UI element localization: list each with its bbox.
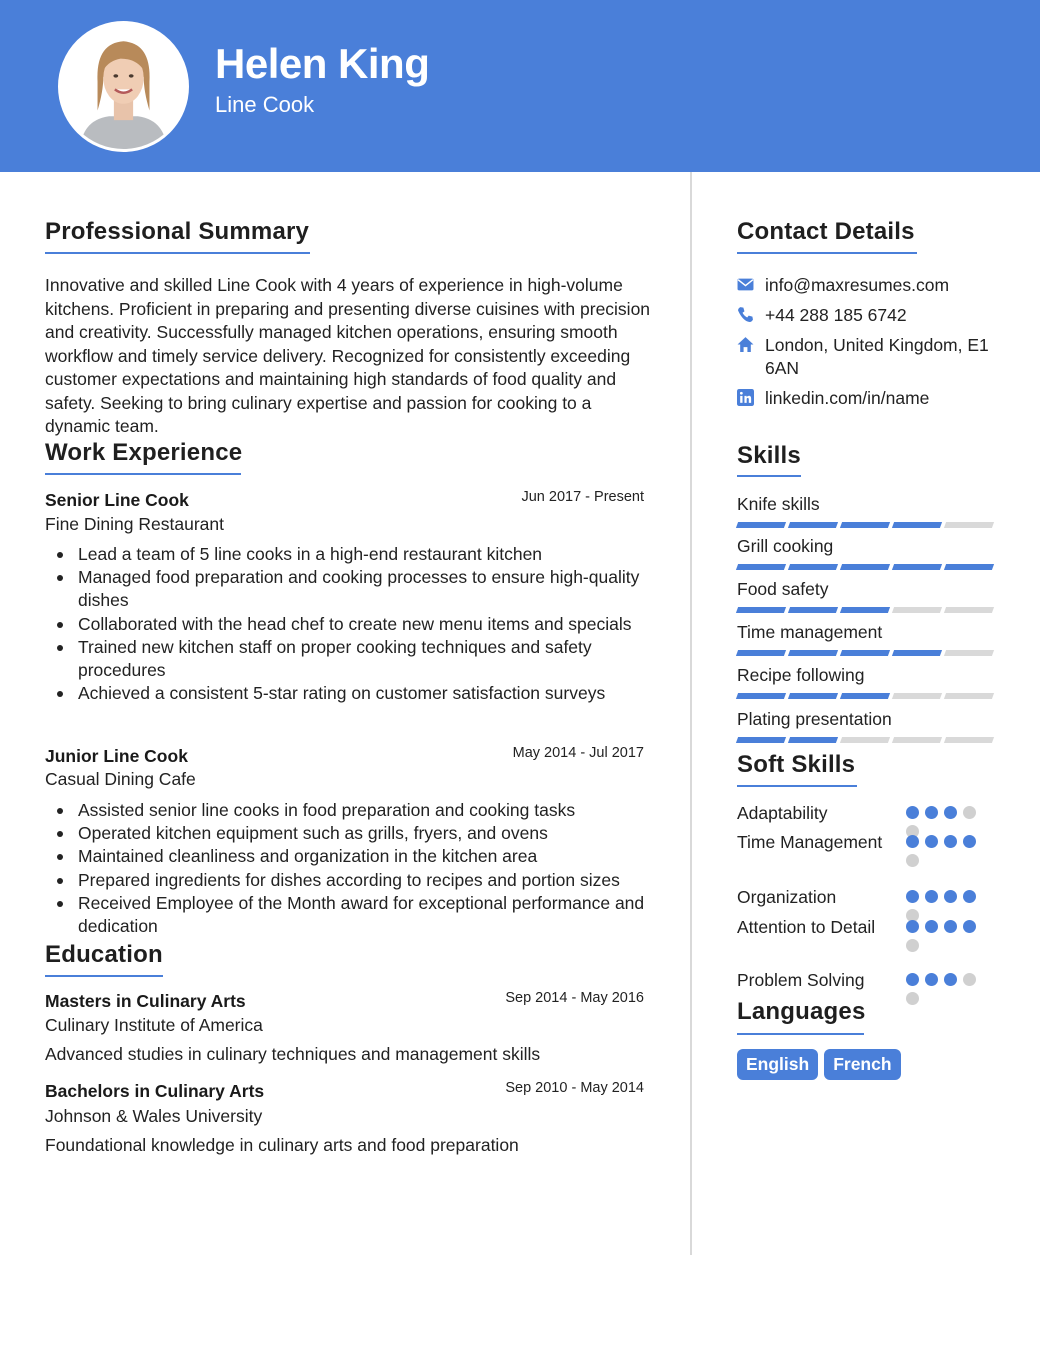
linkedin-icon: [737, 389, 754, 406]
envelope-icon: [737, 276, 754, 293]
job-bullets: [45, 543, 655, 705]
skill-level-bar: [737, 693, 993, 699]
education-heading: Education: [45, 941, 163, 968]
skill-segment-empty: [944, 693, 994, 699]
skill-segment-filled: [736, 650, 786, 656]
skill-name: Food safety: [737, 579, 829, 599]
summary-heading: Professional Summary: [45, 218, 310, 245]
job-bullet: Achieved a consistent 5-star rating on customer satisfaction surveys: [45, 682, 655, 705]
contact-heading: Contact Details: [737, 218, 915, 245]
rating-dot-empty: [906, 992, 919, 1005]
skill-segment-filled: [788, 693, 838, 699]
skill-segment-empty: [944, 607, 994, 613]
experience-heading: Work Experience: [45, 439, 243, 466]
column-divider: [690, 172, 692, 1255]
rating-dot-filled: [925, 920, 938, 933]
job-date: Jun 2017 - Present: [521, 489, 644, 505]
skill-segment-empty: [892, 693, 942, 699]
rating-dot-empty: [963, 806, 976, 819]
rating-dot-filled: [906, 806, 919, 819]
education-description: Foundational knowledge in culinary arts and food preparation: [45, 1135, 519, 1155]
skill-name: Time management: [737, 622, 883, 642]
rating-dot-empty: [906, 854, 919, 867]
rating-dot-filled: [906, 835, 919, 848]
soft-skill-name: Problem Solving: [737, 970, 865, 990]
rating-dot-filled: [925, 806, 938, 819]
rating-dot-filled: [925, 890, 938, 903]
school-name: Culinary Institute of America: [45, 1015, 263, 1035]
job-title: Senior Line Cook: [45, 490, 189, 510]
skill-name: Knife skills: [737, 494, 820, 514]
job-bullet: Lead a team of 5 line cooks in a high-end restaurant kitchen: [45, 543, 655, 566]
skill-segment-filled: [736, 607, 786, 613]
skill-segment-filled: [840, 522, 890, 528]
skill-segment-filled: [840, 693, 890, 699]
rating-dot-filled: [963, 835, 976, 848]
rating-dot-empty: [963, 973, 976, 986]
summary-heading-underline: [45, 252, 310, 254]
rating-dot-filled: [944, 920, 957, 933]
candidate-name: Helen King: [215, 40, 430, 87]
language-tag: French: [824, 1049, 900, 1080]
languages-heading: Languages: [737, 998, 866, 1025]
rating-dot-filled: [944, 973, 957, 986]
school-name: Johnson & Wales University: [45, 1106, 263, 1126]
skill-level-bar: [737, 607, 993, 613]
skill-segment-filled: [788, 650, 838, 656]
skill-segment-filled: [892, 522, 942, 528]
skill-segment-empty: [892, 737, 942, 743]
contact-email[interactable]: info@maxresumes.com: [765, 275, 950, 295]
skill-level-bar: [737, 737, 993, 743]
contact-heading-underline: [737, 252, 917, 254]
skill-segment-filled: [892, 564, 942, 570]
skill-name: Recipe following: [737, 665, 865, 685]
education-date: Sep 2010 - May 2014: [505, 1080, 644, 1096]
profile-photo-illustration: [61, 24, 186, 149]
contact-linkedin[interactable]: linkedin.com/in/name: [765, 388, 930, 408]
job-bullet: Received Employee of the Month award for exceptional performance and dedication: [45, 892, 655, 938]
skill-segment-empty: [892, 607, 942, 613]
education-date: Sep 2014 - May 2016: [505, 990, 644, 1006]
rating-dot-filled: [944, 835, 957, 848]
skill-level-bar: [737, 522, 993, 528]
skill-segment-filled: [736, 737, 786, 743]
skill-segment-filled: [840, 650, 890, 656]
skill-segment-filled: [788, 564, 838, 570]
degree-title: Masters in Culinary Arts: [45, 991, 246, 1011]
summary-text: Innovative and skilled Line Cook with 4 years of experience in high-volume kitchens. Proficient in preparing and presenting diverse cuisines with precision and creativity. Successfully managed kitchen operations, ensuring smooth workflow and timely service delivery. Recognized for consistently exceeding customer expectations and maintaining high standards of food quality and safety. Seeking to bring culinary expertise and passion for cooking to a dynamic team.: [45, 275, 651, 436]
skill-name: Grill cooking: [737, 536, 834, 556]
skill-segment-filled: [840, 607, 890, 613]
skill-segment-filled: [840, 564, 890, 570]
job-company: Casual Dining Cafe: [45, 769, 196, 789]
soft-skill-name: Organization: [737, 887, 837, 907]
job-bullet: Prepared ingredients for dishes according to recipes and portion sizes: [45, 869, 655, 892]
soft-skills-heading: Soft Skills: [737, 751, 856, 778]
skill-segment-filled: [736, 522, 786, 528]
soft-skill-name: Time Management: [737, 832, 883, 852]
job-title: Junior Line Cook: [45, 746, 188, 766]
rating-dot-filled: [963, 890, 976, 903]
job-bullets: [45, 799, 655, 938]
skill-segment-filled: [788, 607, 838, 613]
home-icon: [737, 336, 754, 353]
job-bullet: Operated kitchen equipment such as grills, fryers, and ovens: [45, 822, 655, 845]
languages-heading-underline: [737, 1033, 864, 1035]
resume-header: [0, 0, 1040, 172]
skill-name: Plating presentation: [737, 709, 892, 729]
language-tag: English: [737, 1049, 818, 1080]
job-bullet: Assisted senior line cooks in food preparation and cooking tasks: [45, 799, 655, 822]
contact-phone[interactable]: +44 288 185 6742: [765, 305, 907, 325]
skill-segment-filled: [788, 522, 838, 528]
soft-skill-name: Attention to Detail: [737, 917, 876, 937]
education-description: Advanced studies in culinary techniques and management skills: [45, 1044, 541, 1064]
skills-heading-underline: [737, 475, 801, 477]
skill-segment-filled: [736, 564, 786, 570]
phone-icon: [737, 306, 754, 323]
soft-skill-rating: [906, 920, 982, 952]
rating-dot-filled: [906, 890, 919, 903]
degree-title: Bachelors in Culinary Arts: [45, 1081, 265, 1101]
job-company: Fine Dining Restaurant: [45, 514, 224, 534]
rating-dot-filled: [906, 973, 919, 986]
soft-skill-rating: [906, 890, 982, 922]
contact-address: London, United Kingdom, E1 6AN: [765, 335, 989, 378]
rating-dot-filled: [925, 835, 938, 848]
candidate-title: Line Cook: [215, 92, 315, 117]
soft-skill-rating: [906, 835, 982, 867]
job-bullet: Managed food preparation and cooking processes to ensure high-quality dishes: [45, 566, 655, 612]
rating-dot-filled: [963, 920, 976, 933]
rating-dot-filled: [925, 973, 938, 986]
job-bullet: Collaborated with the head chef to create new menu items and specials: [45, 613, 655, 636]
soft-skill-rating: [906, 806, 982, 838]
rating-dot-filled: [944, 806, 957, 819]
skill-segment-filled: [736, 693, 786, 699]
soft-skill-name: Adaptability: [737, 803, 828, 823]
skill-level-bar: [737, 650, 993, 656]
job-bullet: Trained new kitchen staff on proper cooking techniques and safety procedures: [45, 636, 655, 682]
skills-heading: Skills: [737, 442, 801, 469]
rating-dot-empty: [906, 939, 919, 952]
job-date: May 2014 - Jul 2017: [512, 745, 644, 761]
rating-dot-filled: [906, 920, 919, 933]
skill-segment-empty: [840, 737, 890, 743]
language-tags: [737, 1049, 901, 1080]
soft-skill-rating: [906, 973, 982, 1005]
skill-segment-empty: [944, 522, 994, 528]
skill-level-bar: [737, 564, 993, 570]
soft-skills-heading-underline: [737, 785, 857, 787]
skill-segment-empty: [944, 737, 994, 743]
job-bullet: Maintained cleanliness and organization in the kitchen area: [45, 845, 655, 868]
education-heading-underline: [45, 975, 163, 977]
profile-photo: [58, 21, 189, 152]
skill-segment-empty: [944, 650, 994, 656]
experience-heading-underline: [45, 473, 241, 475]
skill-segment-filled: [892, 650, 942, 656]
rating-dot-filled: [944, 890, 957, 903]
skill-segment-filled: [944, 564, 994, 570]
skill-segment-filled: [788, 737, 838, 743]
